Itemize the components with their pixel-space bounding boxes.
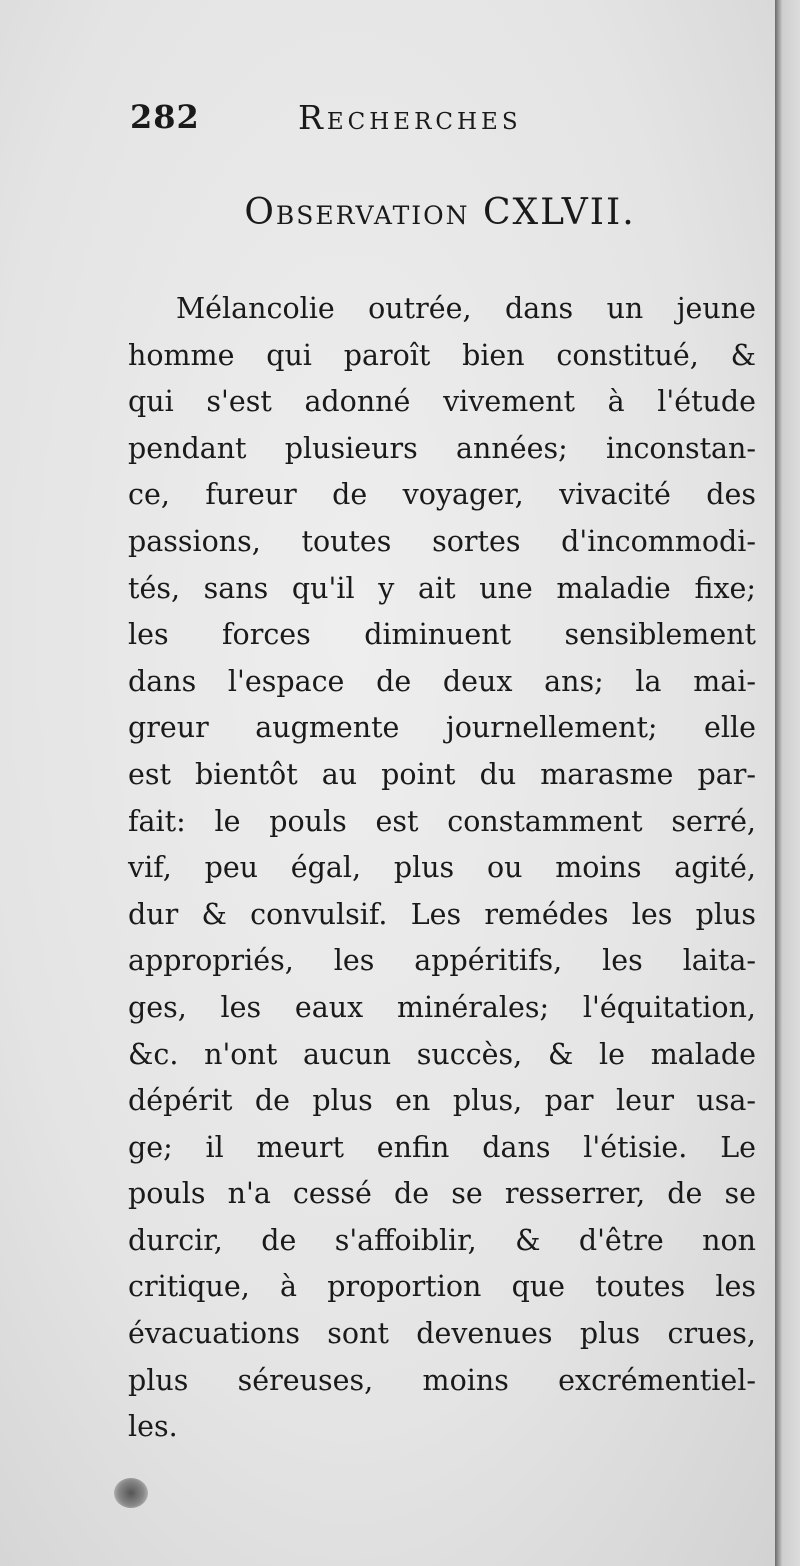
text-line: Mélancolie outrée, dans un jeune	[176, 292, 756, 325]
text-line: dépérit de plus en plus, par leur usa-	[128, 1084, 756, 1118]
text-line: évacuations sont devenues plus crues,	[128, 1317, 756, 1351]
text-line: dur & convulsif. Les remédes les plus	[128, 897, 756, 931]
text-line: fait: le pouls est constamment serré,	[128, 804, 756, 838]
text-line: pouls n'a cessé de se resserrer, de se	[128, 1177, 756, 1211]
text-line: pendant plusieurs années; inconstan-	[128, 431, 756, 465]
text-line: appropriés, les appéritifs, les laita-	[128, 944, 756, 978]
text-line: greur augmente journellement; elle	[128, 711, 756, 745]
body-paragraph	[128, 286, 756, 1451]
text-line: ges, les eaux minérales; l'équitation,	[128, 990, 756, 1024]
text-line: tés, sans qu'il y ait une maladie fixe;	[128, 571, 756, 605]
text-line: durcir, de s'affoiblir, & d'être non	[128, 1223, 756, 1257]
text-line: les.	[128, 1410, 178, 1444]
text-line: les forces diminuent sensiblement	[128, 618, 756, 652]
page-header	[130, 98, 630, 148]
text-line: vif, peu égal, plus ou moins agité,	[128, 851, 756, 885]
observation-title: Observation CXLVII.	[244, 192, 636, 233]
text-line: qui s'est adonné vivement à l'étude	[128, 385, 756, 419]
text-line: ge; il meurt enfin dans l'étisie. Le	[128, 1130, 756, 1164]
text-line: &c. n'ont aucun succès, & le malade	[128, 1037, 756, 1071]
text-line: passions, toutes sortes d'incommodi-	[128, 524, 756, 558]
text-line: plus séreuses, moins excrémentiel-	[128, 1363, 756, 1397]
text-line: est bientôt au point du marasme par-	[128, 757, 756, 791]
ink-blot	[114, 1478, 148, 1508]
text-line: ce, fureur de voyager, vivacité des	[128, 478, 756, 512]
text-line: homme qui paroît bien constitué, &	[128, 338, 756, 372]
page-number: 282	[130, 98, 200, 136]
page-edge	[775, 0, 800, 1566]
running-head: Recherches	[298, 98, 522, 137]
text-line: critique, à proportion que toutes les	[128, 1270, 756, 1304]
text-line: dans l'espace de deux ans; la mai-	[128, 664, 756, 698]
